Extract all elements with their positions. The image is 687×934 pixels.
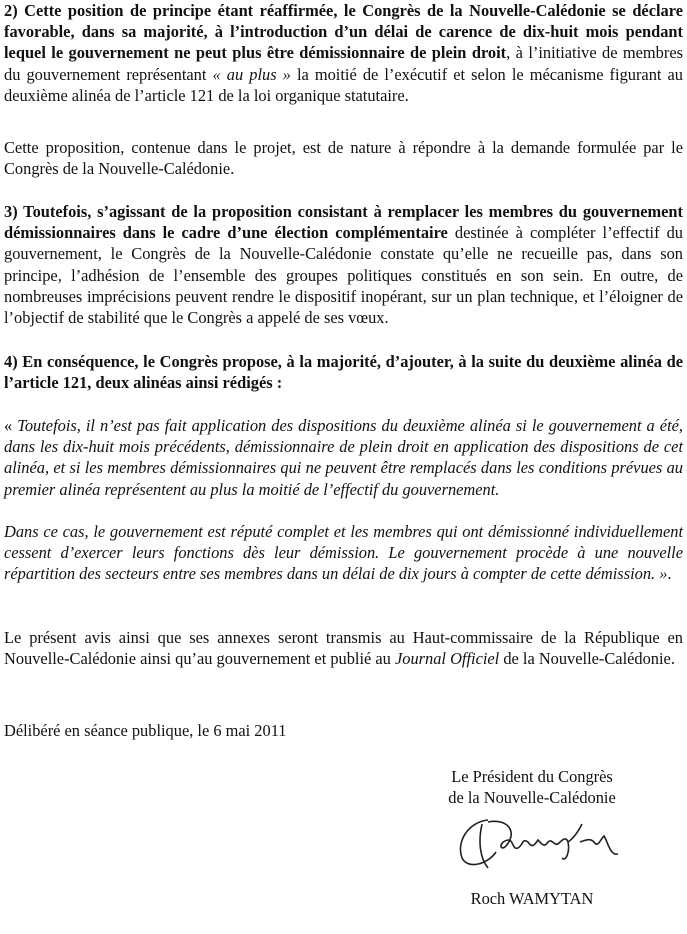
- signatory-title-line-2: de la Nouvelle-Calédonie: [448, 788, 616, 807]
- journal-officiel: Journal Officiel: [394, 649, 500, 669]
- quote-paragraph-1: [4, 415, 683, 500]
- paragraph-2-text: , à l’initiative de membres du gouvernement représentant: [4, 43, 683, 84]
- final-text-end: de la Nouvelle-Calédonie.: [499, 649, 675, 669]
- handwritten-signature: [448, 812, 638, 874]
- paragraph-3-bold: 3) Toutefois, s’agissant de la proposition consistant à remplacer les membres du gouvernement démissionnaires dans le cadre d’une élection complémentaire: [4, 202, 683, 243]
- signatory-title: [432, 766, 632, 808]
- quote-paragraph-2: [4, 521, 683, 585]
- quote-2-text: Dans ce cas, le gouvernement est réputé complet et les membres qui ont démissionné individuellement cessent d’exercer leurs fonctions dès leur démission. Le gouvernement procède à une nouvelle répartition des secteurs entre ses membres dans un délai de dix jours à compter de cette démission. »: [4, 522, 683, 584]
- paragraph-4: 4) En conséquence, le Congrès propose, à la majorité, d’ajouter, à la suite du deuxième alinéa de l’article 121, deux alinéas ainsi rédigés :: [4, 352, 683, 393]
- quote-1-text: Toutefois, il n’est pas fait application des dispositions du deuxième alinéa si le gouvernement a été, dans les dix-huit mois précédents, démissionnaire de plein droit en application des dispositions de cet alinéa, et si les membres démissionnaires qui ne peuvent être remplacés dans les conditions prévues au premier alinéa représentent au plus la moitié de l’effectif du gouvernement.: [4, 416, 683, 499]
- deliberation-date: Délibéré en séance publique, le 6 mai 2011: [4, 721, 287, 740]
- paragraph-2: [4, 0, 683, 106]
- open-quote: «: [4, 416, 18, 435]
- signatory-title-line-1: Le Président du Congrès: [451, 767, 613, 786]
- paragraph-3-text: destinée à compléter l’effectif du gouvernement, le Congrès de la Nouvelle-Calédonie constate qu’elle ne recueille pas, dans son principe, l’adhésion de l’ensemble des groupes politiques constitués en son sein. En outre, de nombreuses imprécisions peuvent rendre le dispositif inopérant, sur un plan technique, et l’éloigner de l’objectif de stabilité que le Congrès a appelé de ses vœux.: [4, 223, 683, 328]
- paragraph-2-italic: « au plus »: [212, 64, 291, 84]
- paragraph-2b: Cette proposition, contenue dans le projet, est de nature à répondre à la demande formulée par le Congrès de la Nouvelle-Calédonie.: [4, 138, 683, 179]
- final-text: Le présent avis ainsi que ses annexes seront transmis au Haut-commissaire de la République en Nouvelle-Calédonie ainsi qu’au gouvernement et publié au: [4, 628, 683, 669]
- final-paragraph: [4, 627, 683, 669]
- paragraph-2-text-end: la moitié de l’exécutif et selon le mécanisme figurant au deuxième alinéa de l’article 121 de la loi organique statutaire.: [4, 64, 683, 105]
- signatory-name: Roch WAMYTAN: [470, 889, 594, 908]
- paragraph-2-bold: 2) Cette position de principe étant réaffirmée, le Congrès de la Nouvelle-Calédonie se déclare favorable, dans sa majorité, à l’introduction d’un délai de carence de dix-huit mois pendant lequel le gouvernement ne peut plus être démissionnaire de plein droit: [4, 1, 683, 63]
- quote-2-end: .: [667, 564, 672, 584]
- paragraph-3: [4, 201, 683, 328]
